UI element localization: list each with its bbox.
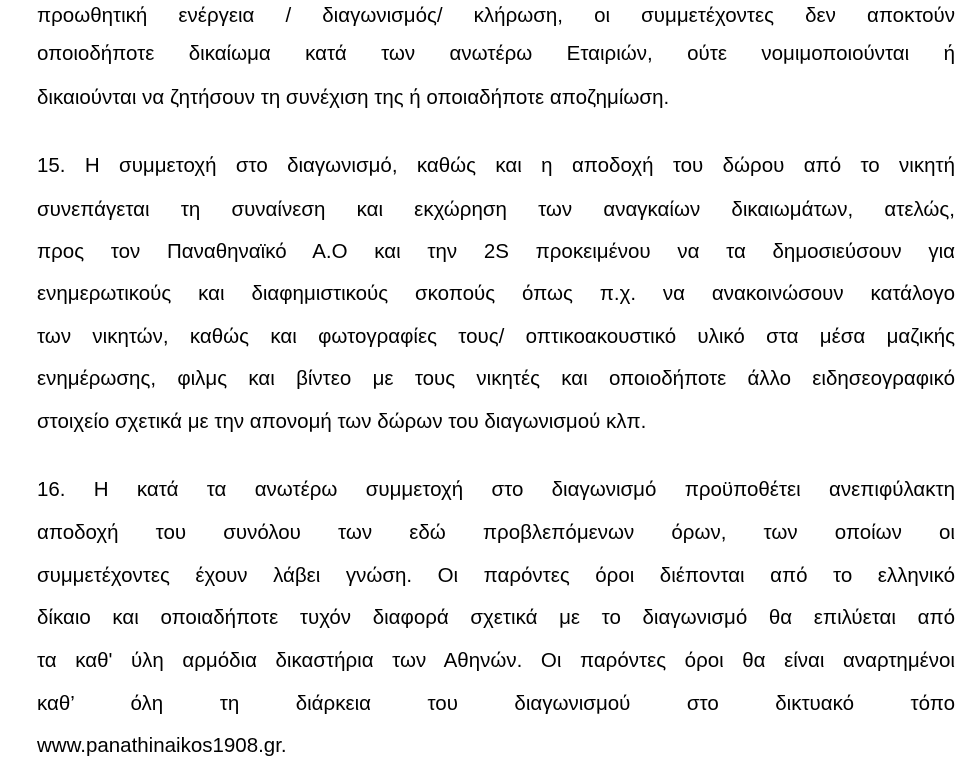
text-line: συνεπάγεται τη συναίνεση και εκχώρηση των αναγκαίων δικαιωμάτων, ατελώς, <box>37 198 955 221</box>
text-line: δικαιούνται να ζητήσουν τη συνέχιση της ή οποιαδήποτε αποζημίωση. <box>37 86 670 109</box>
text-line: προς τον Παναθηναϊκό Α.Ο και την 2S προκειμένου να τα δημοσιεύσουν για <box>37 240 955 263</box>
text-line: προωθητική ενέργεια / διαγωνισμός/ κλήρωση, οι συμμετέχοντες δεν αποκτούν <box>37 4 955 27</box>
text-line: στοιχείο σχετικά με την απονομή των δώρων του διαγωνισμού κλπ. <box>37 410 647 433</box>
text-line: οποιοδήποτε δικαίωμα κατά των ανωτέρω Εταιριών, ούτε νομιμοποιούνται ή <box>37 42 955 65</box>
text-line: τα καθ' ύλη αρμόδια δικαστήρια των Αθηνών. Οι παρόντες όροι θα είναι αναρτημένοι <box>37 649 955 672</box>
text-line: δίκαιο και οποιαδήποτε τυχόν διαφορά σχετικά με το διαγωνισμό θα επιλύεται από <box>37 606 955 629</box>
website-link[interactable]: www.panathinaikos1908.gr. <box>37 734 287 757</box>
text-line: συμμετέχοντες έχουν λάβει γνώση. Οι παρόντες όροι διέπονται από το ελληνικό <box>37 564 955 587</box>
text-line: καθ’ όλη τη διάρκεια του διαγωνισμού στο δικτυακό τόπο <box>37 692 955 715</box>
text-line: ενημερωτικούς και διαφημιστικούς σκοπούς όπως π.χ. να ανακοινώσουν κατάλογο <box>37 282 955 305</box>
text-line: αποδοχή του συνόλου των εδώ προβλεπόμενων όρων, των οποίων οι <box>37 521 955 544</box>
text-line: 16. Η κατά τα ανωτέρω συμμετοχή στο διαγωνισμό προϋποθέτει ανεπιφύλακτη <box>37 478 955 501</box>
text-line: των νικητών, καθώς και φωτογραφίες τους/ οπτικοακουστικό υλικό στα μέσα μαζικής <box>37 325 955 348</box>
text-line: ενημέρωσης, φιλμς και βίντεο με τους νικητές και οποιοδήποτε άλλο ειδησεογραφικό <box>37 367 955 390</box>
text-line: 15. Η συμμετοχή στο διαγωνισμό, καθώς και η αποδοχή του δώρου από το νικητή <box>37 154 955 177</box>
